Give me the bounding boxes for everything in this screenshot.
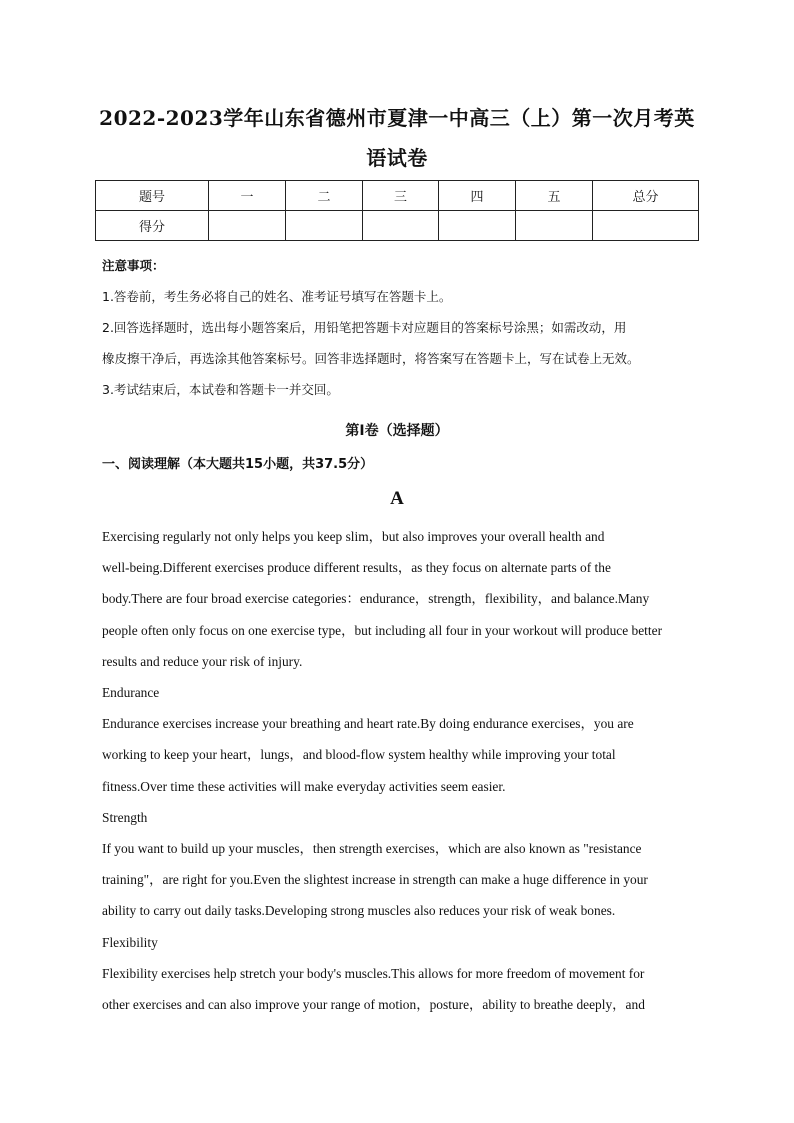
passage-line: If you want to build up your muscles，then strength exercises，which are also known as "resistance	[102, 841, 642, 857]
passage-line: people often only focus on one exercise type，but including all four in your workout will produce better	[102, 622, 663, 638]
score-input-cell[interactable]	[593, 211, 699, 241]
score-cell: 五	[516, 181, 593, 211]
passage-line: body.There are four broad exercise categories：endurance，strength，flexibility，and balance.Many	[102, 591, 650, 607]
score-cell: 题号	[96, 181, 209, 211]
passage-subheading: Strength	[102, 809, 148, 825]
score-table-score-row	[96, 211, 699, 241]
passage-line: fitness.Over time these activities will make everyday activities seem easier.	[102, 778, 506, 794]
reading-passage	[102, 521, 702, 1020]
passage-line: Flexibility exercises help stretch your body's muscles.This allows for more freedom of movement for	[102, 965, 645, 981]
score-table-header-row	[96, 181, 699, 211]
score-table	[95, 180, 699, 241]
score-cell: 二	[286, 181, 363, 211]
score-input-cell[interactable]	[363, 211, 439, 241]
passage-line: other exercises and can also improve your range of motion，posture，ability to breathe deeply，and	[102, 997, 645, 1013]
score-input-cell[interactable]	[209, 211, 286, 241]
score-cell: 一	[209, 181, 286, 211]
score-cell: 总分	[593, 181, 699, 211]
passage-line: well-being.Different exercises produce different results，as they focus on alternate parts of the	[102, 560, 611, 576]
exam-title-line1: 2022-2023学年山东省德州市夏津一中高三（上）第一次月考英	[99, 106, 695, 130]
passage-line: training"，are right for you.Even the slightest increase in strength can make a huge difference in your	[102, 872, 648, 888]
score-cell: 得分	[96, 211, 209, 241]
score-input-cell[interactable]	[516, 211, 593, 241]
part-title: 一、阅读理解（本大题共15小题，共37.5分）	[102, 457, 374, 472]
passage-line: Exercising regularly not only helps you keep slim，but also improves your overall health and	[102, 529, 605, 544]
passage-subheading: Endurance	[102, 685, 160, 701]
passage-letter: A	[390, 488, 404, 509]
passage-subheading: Flexibility	[102, 934, 158, 950]
score-cell: 四	[439, 181, 516, 211]
notes-heading: 注意事项：	[102, 258, 165, 273]
section-title: 第Ⅰ卷（选择题）	[345, 423, 449, 439]
notes-item: 橡皮擦干净后，再选涂其他答案标号。回答非选择题时，将答案写在答题卡上，写在试卷上无效。	[102, 351, 640, 366]
passage-line: working to keep your heart，lungs，and blood-flow system healthy while improving your total	[102, 747, 616, 763]
notes-item: 2.回答选择题时，选出每小题答案后，用铅笔把答题卡对应题目的答案标号涂黑；如需改动，用	[102, 320, 627, 335]
score-input-cell[interactable]	[439, 211, 516, 241]
exam-title-line2: 语试卷	[366, 146, 428, 170]
notes-item: 3.考试结束后，本试卷和答题卡一并交回。	[102, 382, 339, 397]
passage-line: ability to carry out daily tasks.Developing strong muscles also reduces your risk of weak bones.	[102, 903, 616, 919]
exam-notes	[102, 250, 702, 405]
passage-line: Endurance exercises increase your breathing and heart rate.By doing endurance exercises，you are	[102, 716, 634, 732]
notes-item: 1.答卷前，考生务必将自己的姓名、准考证号填写在答题卡上。	[102, 289, 452, 304]
score-input-cell[interactable]	[286, 211, 363, 241]
passage-line: results and reduce your risk of injury.	[102, 653, 303, 669]
score-cell: 三	[363, 181, 439, 211]
